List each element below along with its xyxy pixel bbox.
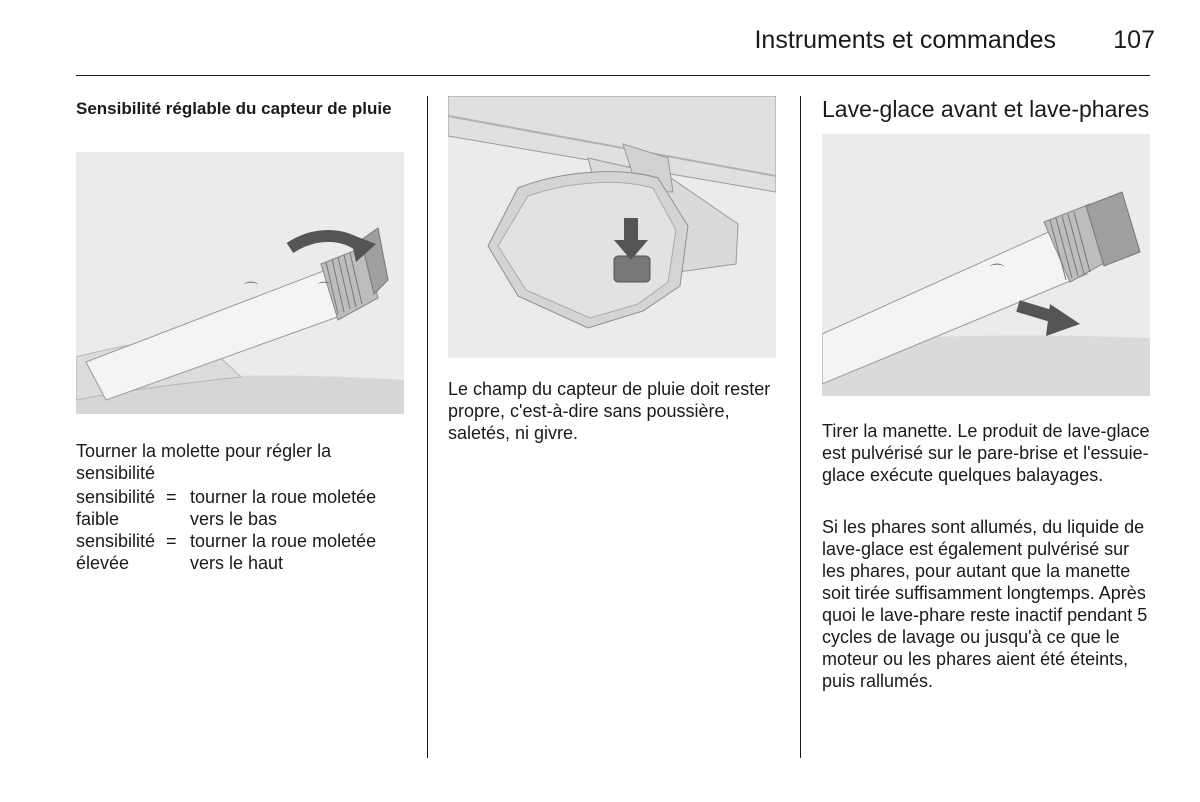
definition-row xyxy=(76,486,406,530)
wiper-stalk-thumbwheel-illustration xyxy=(76,152,404,414)
wiper-stalk-pull-illustration xyxy=(822,134,1150,396)
header-rule xyxy=(76,75,1150,76)
thumbwheel-instruction: Tourner la molette pour régler la sensibilité xyxy=(76,441,332,483)
definition-separator: = xyxy=(166,531,177,551)
washer-instruction-paragraph: Tirer la manette. Le produit de lave-glace est pulvérisé sur le pare-brise et l'essuie-glace exécute quelques balayages. xyxy=(822,421,1150,485)
headlamp-washer-paragraph: Si les phares sont allumés, du liquide de lave-glace est également pulvérisé sur les phares, pour autant que la manette soit tirée suffisamment longtemps. Après quoi le lave-phare reste inactif pendant 5 cycles de lavage ou jusqu'à ce que le moteur ou les phares aient été éteints, puis rallumés. xyxy=(822,517,1148,691)
definition-description: tourner la roue moletée vers le bas xyxy=(190,487,377,529)
rain-sensor-subheading: Sensibilité réglable du capteur de pluie xyxy=(76,99,392,118)
svg-text:⌒: ⌒ xyxy=(244,282,258,298)
column-divider-right xyxy=(800,96,801,758)
sensitivity-definitions xyxy=(76,486,406,574)
header-title: Instruments et commandes xyxy=(754,26,1056,54)
definition-term: sensibilité élevée xyxy=(76,531,156,573)
definition-term: sensibilité faible xyxy=(76,487,156,529)
rain-sensor-mirror-illustration xyxy=(448,96,776,358)
svg-text:⌒: ⌒ xyxy=(990,264,1004,280)
svg-text:⌒: ⌒ xyxy=(318,281,331,295)
definition-separator: = xyxy=(166,487,177,507)
definition-description: tourner la roue moletée vers le haut xyxy=(190,531,377,573)
page-number: 107 xyxy=(1113,26,1155,54)
definition-row xyxy=(76,530,406,574)
rain-sensor-cleaning-note: Le champ du capteur de pluie doit rester propre, c'est-à-dire sans poussière, saletés, ni givre. xyxy=(448,379,771,443)
washer-section-heading: Lave-glace avant et lave-phares xyxy=(822,96,1150,122)
column-divider-left xyxy=(427,96,428,758)
